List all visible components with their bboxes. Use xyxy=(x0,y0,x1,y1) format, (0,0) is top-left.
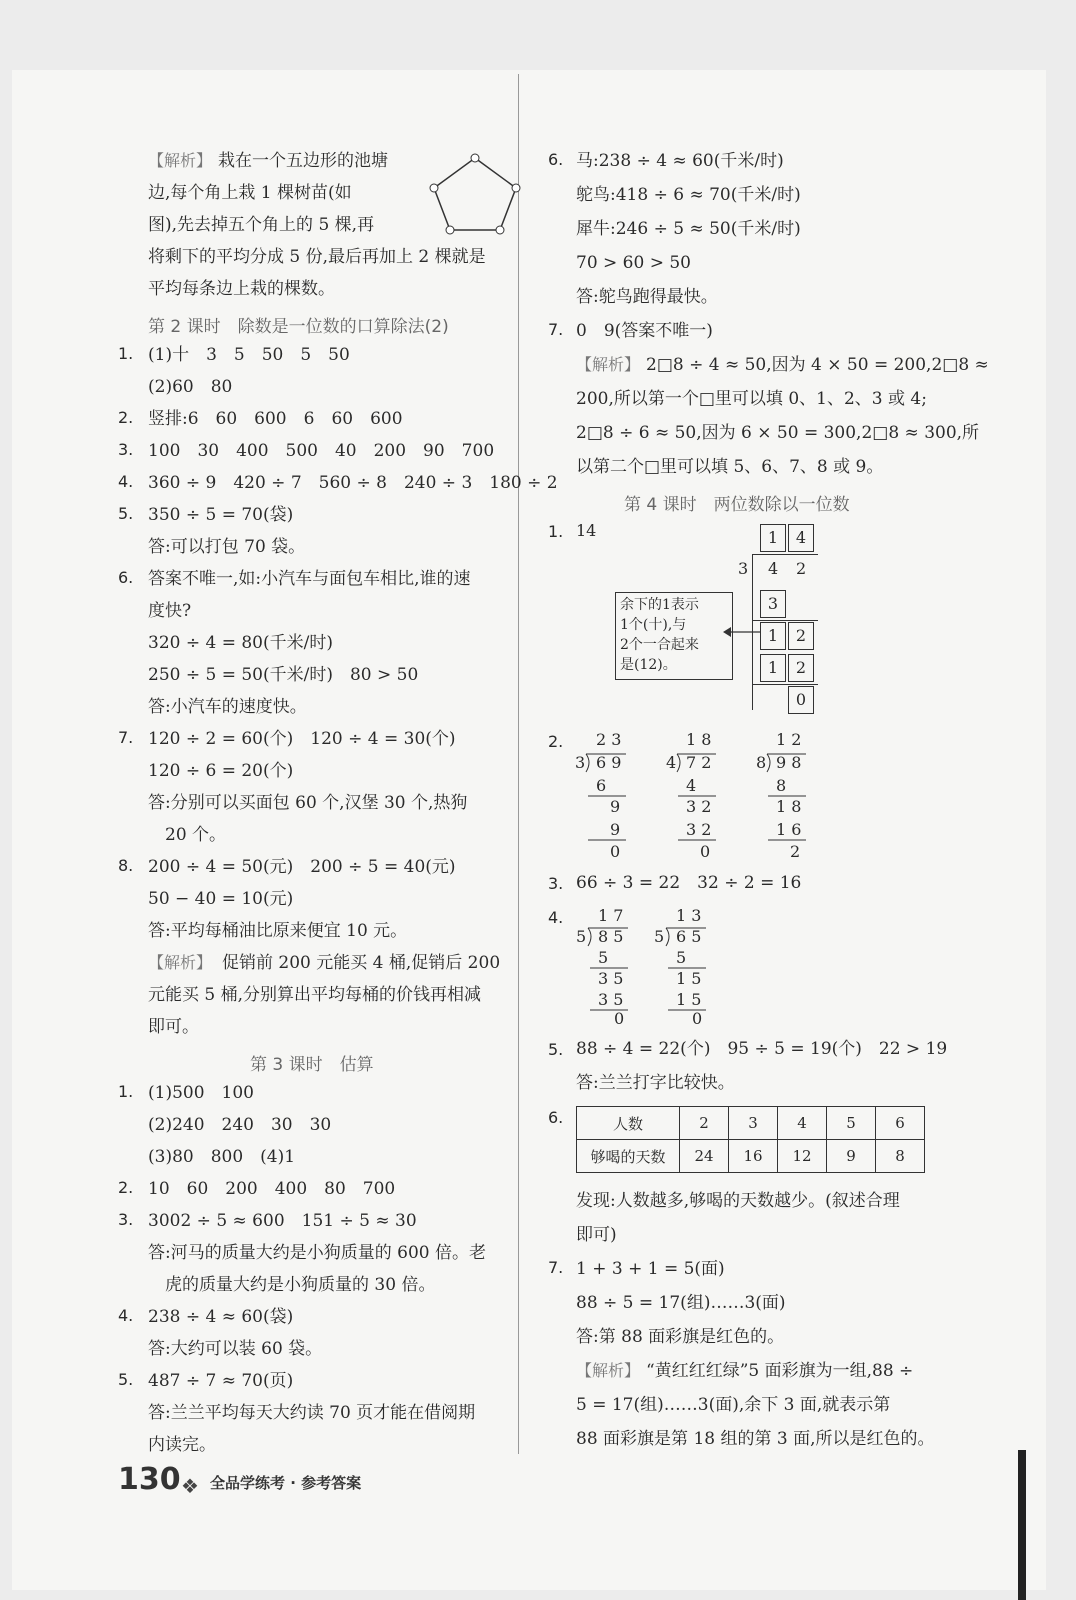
answer-text: 1 + 3 + 1 = 5(面) xyxy=(576,1259,725,1279)
table-cell: 3 xyxy=(729,1107,778,1140)
svg-text:4: 4 xyxy=(686,776,697,795)
answer-text: (2)240 240 30 30 xyxy=(148,1115,332,1135)
answer-text: 答:兰兰平均每天大约读 70 页才能在借阅期 xyxy=(148,1403,476,1423)
table-cell: 5 xyxy=(827,1107,876,1140)
analysis-tag: 【解析】 xyxy=(148,953,213,972)
arrow-icon xyxy=(723,625,763,639)
analysis-text: 即可。 xyxy=(148,1017,199,1037)
svg-text:2: 2 xyxy=(790,842,801,861)
question-number: 1. xyxy=(118,344,134,363)
svg-text:2 3: 2 3 xyxy=(596,730,622,749)
svg-text:6 9: 6 9 xyxy=(596,753,622,772)
table-cell: 16 xyxy=(729,1140,778,1173)
dividend-digit: 4 xyxy=(768,559,779,578)
table-cell: 24 xyxy=(680,1140,729,1173)
question-number: 1. xyxy=(548,522,564,541)
question-number: 1. xyxy=(118,1082,134,1101)
answer-text: 答:兰兰打字比较快。 xyxy=(576,1073,735,1093)
svg-text:0: 0 xyxy=(692,1009,703,1028)
answer-text: 答:第 88 面彩旗是红色的。 xyxy=(576,1327,785,1347)
answer-text: 88 ÷ 4 = 22(个) 95 ÷ 5 = 19(个) 22 > 19 xyxy=(576,1039,948,1059)
svg-text:6: 6 xyxy=(596,776,607,795)
answer-text: 100 30 400 500 40 200 90 700 xyxy=(148,441,495,461)
answer-text: 答:可以打包 70 袋。 xyxy=(148,537,306,557)
analysis-tag: 【解析】 xyxy=(148,151,213,170)
svg-text:3 5: 3 5 xyxy=(598,969,624,988)
question-number: 4. xyxy=(118,472,134,491)
answer-text: 360 ÷ 9 420 ÷ 7 560 ÷ 8 240 ÷ 3 180 ÷ 2 xyxy=(148,473,558,493)
explanation-note xyxy=(615,592,733,680)
question-number: 5. xyxy=(118,1370,134,1389)
table-cell: 8 xyxy=(876,1140,925,1173)
page-number: 130 xyxy=(118,1462,181,1497)
step-digit-box: 2 xyxy=(788,654,814,682)
answer-text: 88 ÷ 5 = 17(组)……3(面) xyxy=(576,1293,786,1313)
svg-text:5: 5 xyxy=(576,927,587,946)
svg-text:3 2: 3 2 xyxy=(686,820,712,839)
section-title: 第 4 课时 两位数除以一位数 xyxy=(624,495,850,515)
svg-text:1 5: 1 5 xyxy=(676,990,702,1009)
question-number: 7. xyxy=(548,320,564,339)
divisor: 3 xyxy=(738,559,749,578)
analysis-text: 以第二个□里可以填 5、6、7、8 或 9。 xyxy=(576,457,884,477)
question-number: 5. xyxy=(548,1040,564,1059)
answer-text: 答:大约可以装 60 袋。 xyxy=(148,1339,323,1359)
answer-text: 答:分别可以买面包 60 个,汉堡 30 个,热狗 xyxy=(148,793,468,813)
answer-text: 0 9(答案不唯一) xyxy=(576,321,713,341)
question-number: 8. xyxy=(118,856,134,875)
answer-text: 发现:人数越多,够喝的天数越少。(叙述合理 xyxy=(576,1191,900,1211)
svg-text:5: 5 xyxy=(598,948,609,967)
svg-text:4: 4 xyxy=(666,753,677,772)
table-cell: 2 xyxy=(680,1107,729,1140)
step-digit-box: 1 xyxy=(760,654,786,682)
analysis-text: 2□8 ÷ 6 ≈ 50,因为 6 × 50 = 300,2□8 ≈ 300,所 xyxy=(576,423,980,443)
question-number: 2. xyxy=(118,1178,134,1197)
step-digit-box: 2 xyxy=(788,622,814,650)
answer-text: 鸵鸟:418 ÷ 6 ≈ 70(千米/时) xyxy=(576,185,801,205)
analysis-text: 88 面彩旗是第 18 组的第 3 面,所以是红色的。 xyxy=(576,1429,935,1449)
answer-text: 487 ÷ 7 ≈ 70(页) xyxy=(148,1371,294,1391)
answer-text: 犀牛:246 ÷ 5 ≈ 50(千米/时) xyxy=(576,219,801,239)
section-title: 第 2 课时 除数是一位数的口算除法(2) xyxy=(148,317,449,337)
analysis-text: 边,每个角上栽 1 棵树苗(如 xyxy=(148,183,352,203)
answer-text: 50 − 40 = 10(元) xyxy=(148,889,294,909)
svg-text:7 2: 7 2 xyxy=(686,753,712,772)
answer-text: 答:鸵鸟跑得最快。 xyxy=(576,287,718,307)
answer-text: 内读完。 xyxy=(148,1435,216,1455)
note-line: 余下的1表示 xyxy=(620,597,699,613)
svg-text:0: 0 xyxy=(610,842,621,861)
analysis-tag: 【解析】 xyxy=(576,1361,641,1380)
people-days-table xyxy=(576,1106,925,1173)
svg-text:3 2: 3 2 xyxy=(686,797,712,816)
answer-text: 答:平均每桶油比原来便宜 10 元。 xyxy=(148,921,408,941)
answer-text: 答:小汽车的速度快。 xyxy=(148,697,307,717)
question-number: 2. xyxy=(118,408,134,427)
answer-text: (2)60 80 xyxy=(148,377,233,397)
table-cell: 4 xyxy=(778,1107,827,1140)
answer-text: 66 ÷ 3 = 22 32 ÷ 2 = 16 xyxy=(576,873,802,893)
step-digit-box: 1 xyxy=(760,622,786,650)
analysis-text: 促销前 200 元能买 4 桶,促销后 200 xyxy=(222,953,501,973)
answer-text: 度快? xyxy=(148,601,192,621)
long-division-q4 xyxy=(570,904,740,1028)
step-line xyxy=(752,620,818,621)
question-number: 4. xyxy=(118,1306,134,1325)
analysis-text: 栽在一个五边形的池塘 xyxy=(218,151,388,171)
answer-text: 竖排:6 60 600 6 60 600 xyxy=(148,409,403,429)
answer-text: 20 个。 xyxy=(148,825,227,845)
question-number: 6. xyxy=(118,568,134,587)
svg-text:8: 8 xyxy=(756,753,767,772)
answer-text: 14 xyxy=(576,521,597,540)
answer-text: 250 ÷ 5 = 50(千米/时) 80 > 50 xyxy=(148,665,419,685)
answer-text: (1)500 100 xyxy=(148,1083,254,1103)
question-number: 7. xyxy=(118,728,134,747)
section-title: 第 3 课时 估算 xyxy=(250,1055,374,1075)
column-divider xyxy=(518,74,519,1454)
step-digit-box: 3 xyxy=(760,590,786,618)
quotient-digit-box: 1 xyxy=(760,524,786,552)
answer-text: 120 ÷ 2 = 60(个) 120 ÷ 4 = 30(个) xyxy=(148,729,456,749)
dividend-digit: 2 xyxy=(796,559,807,578)
answer-text: 350 ÷ 5 = 70(袋) xyxy=(148,505,294,525)
analysis-text: 2□8 ÷ 4 ≈ 50,因为 4 × 50 = 200,2□8 ≈ xyxy=(646,355,989,375)
svg-text:9 8: 9 8 xyxy=(776,753,802,772)
question-number: 4. xyxy=(548,908,564,927)
svg-text:3: 3 xyxy=(575,753,586,772)
svg-text:1 8: 1 8 xyxy=(776,797,802,816)
svg-text:1 3: 1 3 xyxy=(676,906,702,925)
svg-text:1 8: 1 8 xyxy=(686,730,712,749)
svg-text:6 5: 6 5 xyxy=(676,927,702,946)
table-cell: 12 xyxy=(778,1140,827,1173)
svg-text:1 2: 1 2 xyxy=(776,730,802,749)
answer-text: 即可) xyxy=(576,1225,617,1245)
answer-text: 10 60 200 400 80 700 xyxy=(148,1179,396,1199)
question-number: 2. xyxy=(548,732,564,751)
table-row xyxy=(577,1107,925,1140)
question-number: 7. xyxy=(548,1258,564,1277)
table-row xyxy=(577,1140,925,1173)
svg-text:3 5: 3 5 xyxy=(598,990,624,1009)
question-number: 6. xyxy=(548,150,564,169)
note-line: 1个(十),与 xyxy=(620,617,687,633)
analysis-text: 图),先去掉五个角上的 5 棵,再 xyxy=(148,215,375,235)
analysis-text: 5 = 17(组)……3(面),余下 3 面,就表示第 xyxy=(576,1395,891,1415)
svg-text:9: 9 xyxy=(610,797,621,816)
svg-text:8: 8 xyxy=(776,776,787,795)
analysis-text: 平均每条边上栽的棵数。 xyxy=(148,279,335,299)
table-header: 人数 xyxy=(577,1107,680,1140)
svg-text:0: 0 xyxy=(700,842,711,861)
pentagon-figure xyxy=(428,150,522,236)
answer-text: 120 ÷ 6 = 20(个) xyxy=(148,761,294,781)
svg-text:1 7: 1 7 xyxy=(598,906,624,925)
answer-text: 70 > 60 > 50 xyxy=(576,253,691,273)
question-number: 3. xyxy=(548,874,564,893)
long-division-q2 xyxy=(570,728,840,862)
quotient-digit-box: 4 xyxy=(788,524,814,552)
svg-text:0: 0 xyxy=(614,1009,625,1028)
question-number: 6. xyxy=(548,1108,564,1127)
answer-text: (1)十 3 5 50 5 50 xyxy=(148,345,350,365)
question-number: 3. xyxy=(118,440,134,459)
remainder-box: 0 xyxy=(788,686,814,714)
diamond-icon: ❖ xyxy=(181,1474,199,1498)
svg-text:1 6: 1 6 xyxy=(776,820,802,839)
svg-text:9: 9 xyxy=(610,820,621,839)
note-line: 2个一合起来 xyxy=(620,637,699,653)
answer-text: 320 ÷ 4 = 80(千米/时) xyxy=(148,633,333,653)
svg-text:1 5: 1 5 xyxy=(676,969,702,988)
table-cell: 9 xyxy=(827,1140,876,1173)
analysis-text: 将剩下的平均分成 5 份,最后再加上 2 棵就是 xyxy=(148,247,486,267)
answer-text: 虎的质量大约是小狗质量的 30 倍。 xyxy=(148,1275,436,1295)
division-bar xyxy=(752,554,818,555)
table-header: 够喝的天数 xyxy=(577,1140,680,1173)
answer-text: 马:238 ÷ 4 ≈ 60(千米/时) xyxy=(576,151,784,171)
question-number: 3. xyxy=(118,1210,134,1229)
analysis-text: “黄红红红绿”5 面彩旗为一组,88 ÷ xyxy=(646,1361,914,1381)
answer-text: 200 ÷ 4 = 50(元) 200 ÷ 5 = 40(元) xyxy=(148,857,456,877)
answer-text: 3002 ÷ 5 ≈ 600 151 ÷ 5 ≈ 30 xyxy=(148,1211,417,1231)
analysis-text: 200,所以第一个□里可以填 0、1、2、3 或 4; xyxy=(576,389,927,409)
book-title: 全品学练考 · 参考答案 xyxy=(210,1474,362,1492)
analysis-tag: 【解析】 xyxy=(576,355,641,374)
question-number: 5. xyxy=(118,504,134,523)
note-line: 是(12)。 xyxy=(620,657,677,673)
answer-text: 答:河马的质量大约是小狗质量的 600 倍。老 xyxy=(148,1243,486,1263)
svg-text:5: 5 xyxy=(676,948,687,967)
table-cell: 6 xyxy=(876,1107,925,1140)
edge-shadow xyxy=(1018,1450,1026,1600)
step-line xyxy=(752,684,818,685)
answer-text: 答案不唯一,如:小汽车与面包车相比,谁的速 xyxy=(148,569,471,589)
answer-text: (3)80 800 (4)1 xyxy=(148,1147,296,1167)
analysis-text: 元能买 5 桶,分别算出平均每桶的价钱再相减 xyxy=(148,985,482,1005)
svg-text:8 5: 8 5 xyxy=(598,927,624,946)
answer-text: 238 ÷ 4 ≈ 60(袋) xyxy=(148,1307,294,1327)
svg-text:5: 5 xyxy=(654,927,665,946)
